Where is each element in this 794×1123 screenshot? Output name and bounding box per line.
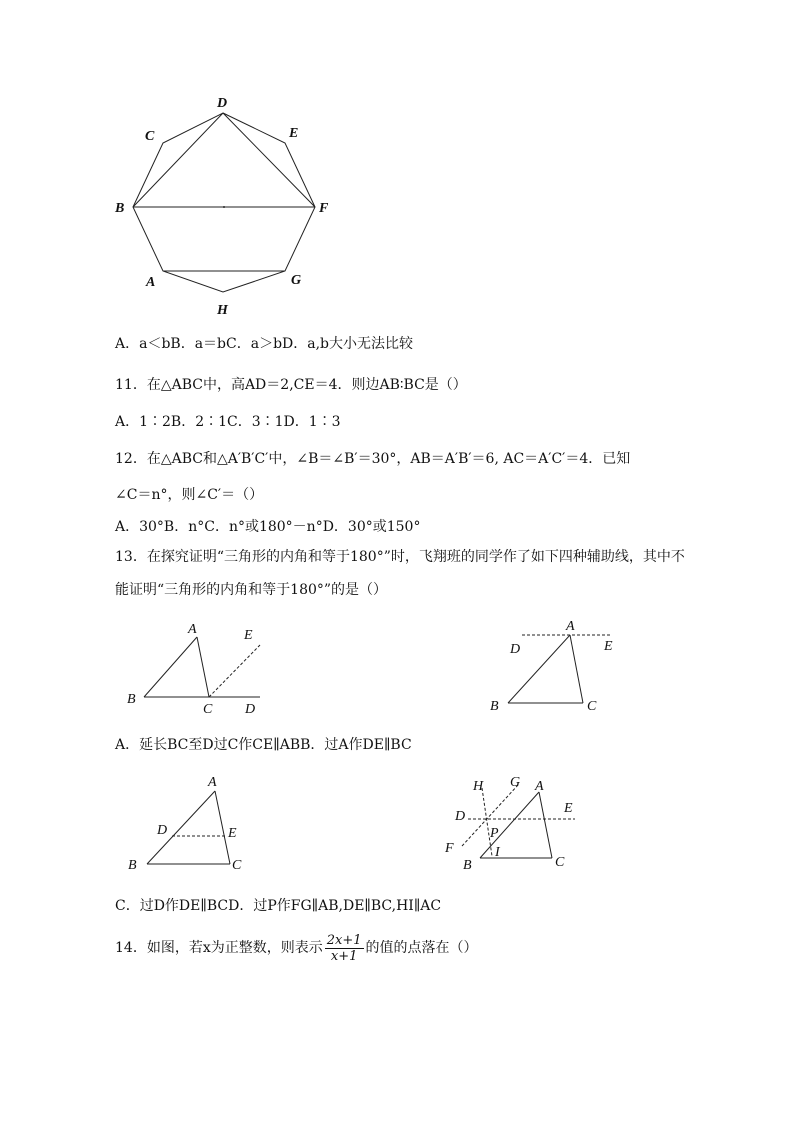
figure-a bbox=[120, 620, 280, 720]
figure-b bbox=[490, 615, 630, 715]
label-B: B bbox=[490, 699, 499, 714]
side-AC bbox=[570, 635, 583, 703]
label-E: E bbox=[564, 801, 573, 816]
label-B: B bbox=[463, 858, 472, 873]
label-C: C bbox=[145, 129, 155, 144]
q14-stem-before: 14．如图，若x为正整数，则表示 bbox=[115, 940, 323, 956]
q12-stem-line2: ∠C＝n°，则∠C′＝（） bbox=[115, 487, 264, 503]
q14-fraction bbox=[325, 933, 364, 964]
dashed-CE bbox=[209, 645, 260, 697]
q10-options: A．a＜bB．a＝bC．a＞bD．a,b大小无法比较 bbox=[115, 336, 414, 352]
label-H: H bbox=[217, 303, 228, 318]
figure-c bbox=[120, 765, 260, 875]
diagonal-DF bbox=[223, 113, 315, 207]
label-G: G bbox=[291, 273, 302, 288]
label-H: H bbox=[473, 779, 484, 794]
q11-stem: 11．在△ABC中，高AD＝2,CE＝4．则边AB∶BC是（） bbox=[115, 377, 467, 393]
label-F: F bbox=[445, 841, 454, 856]
diagonal-BD bbox=[133, 113, 223, 207]
label-A: A bbox=[535, 779, 544, 794]
q14-stem bbox=[115, 932, 478, 964]
q11-options: A．1∶2B．2∶1C．3∶1D．1∶3 bbox=[115, 414, 341, 430]
label-C: C bbox=[587, 699, 597, 714]
label-C: C bbox=[555, 855, 565, 870]
label-D: D bbox=[157, 823, 168, 838]
label-F: F bbox=[319, 201, 329, 216]
q13-options-row1: A．延长BC至D过C作CE∥ABB．过A作DE∥BC bbox=[115, 737, 412, 753]
side-BA bbox=[144, 637, 197, 697]
label-B: B bbox=[127, 692, 136, 707]
q13-options-row2: C．过D作DE∥BCD．过P作FG∥AB,DE∥BC,HI∥AC bbox=[115, 898, 442, 914]
figure-d bbox=[440, 768, 590, 878]
label-P: P bbox=[490, 826, 499, 841]
label-D: D bbox=[455, 809, 466, 824]
side-AC bbox=[197, 637, 209, 697]
label-I: I bbox=[495, 845, 500, 860]
label-B: B bbox=[128, 858, 137, 873]
side-AC bbox=[539, 792, 552, 858]
label-E: E bbox=[289, 126, 299, 141]
label-D: D bbox=[217, 96, 228, 111]
octagon-figure bbox=[105, 95, 345, 325]
octagon-outline bbox=[133, 113, 315, 292]
label-A: A bbox=[208, 775, 217, 790]
label-E: E bbox=[604, 639, 613, 654]
label-A: A bbox=[146, 275, 156, 290]
q14-stem-after: 的值的点落在（） bbox=[365, 940, 478, 956]
q14-fraction-numerator: 2x+1 bbox=[326, 932, 362, 948]
label-B: B bbox=[115, 201, 125, 216]
q13-stem-line1: 13．在探究证明“三角形的内角和等于180°”时，飞翔班的同学作了如下四种辅助线，其中不 bbox=[115, 549, 685, 565]
label-C: C bbox=[203, 702, 213, 717]
side-BA bbox=[480, 792, 539, 858]
label-E: E bbox=[228, 826, 237, 841]
q14-fraction-denominator: x+1 bbox=[330, 948, 358, 964]
q12-options: A．30°B．n°C．n°或180°－n°D．30°或150° bbox=[115, 519, 421, 535]
label-C: C bbox=[232, 858, 242, 873]
label-D: D bbox=[510, 642, 521, 657]
label-G: G bbox=[510, 775, 521, 790]
label-E: E bbox=[244, 628, 253, 643]
q12-stem-line1: 12．在△ABC和△A′B′C′中，∠B＝∠B′＝30°，AB＝A′B′＝6, AC＝A′C′＝4．已知 bbox=[115, 451, 631, 467]
center-point bbox=[223, 206, 225, 208]
label-D: D bbox=[245, 702, 256, 717]
q13-stem-line2: 能证明“三角形的内角和等于180°”的是（） bbox=[115, 582, 388, 598]
label-A: A bbox=[188, 622, 197, 637]
label-A: A bbox=[566, 619, 575, 634]
